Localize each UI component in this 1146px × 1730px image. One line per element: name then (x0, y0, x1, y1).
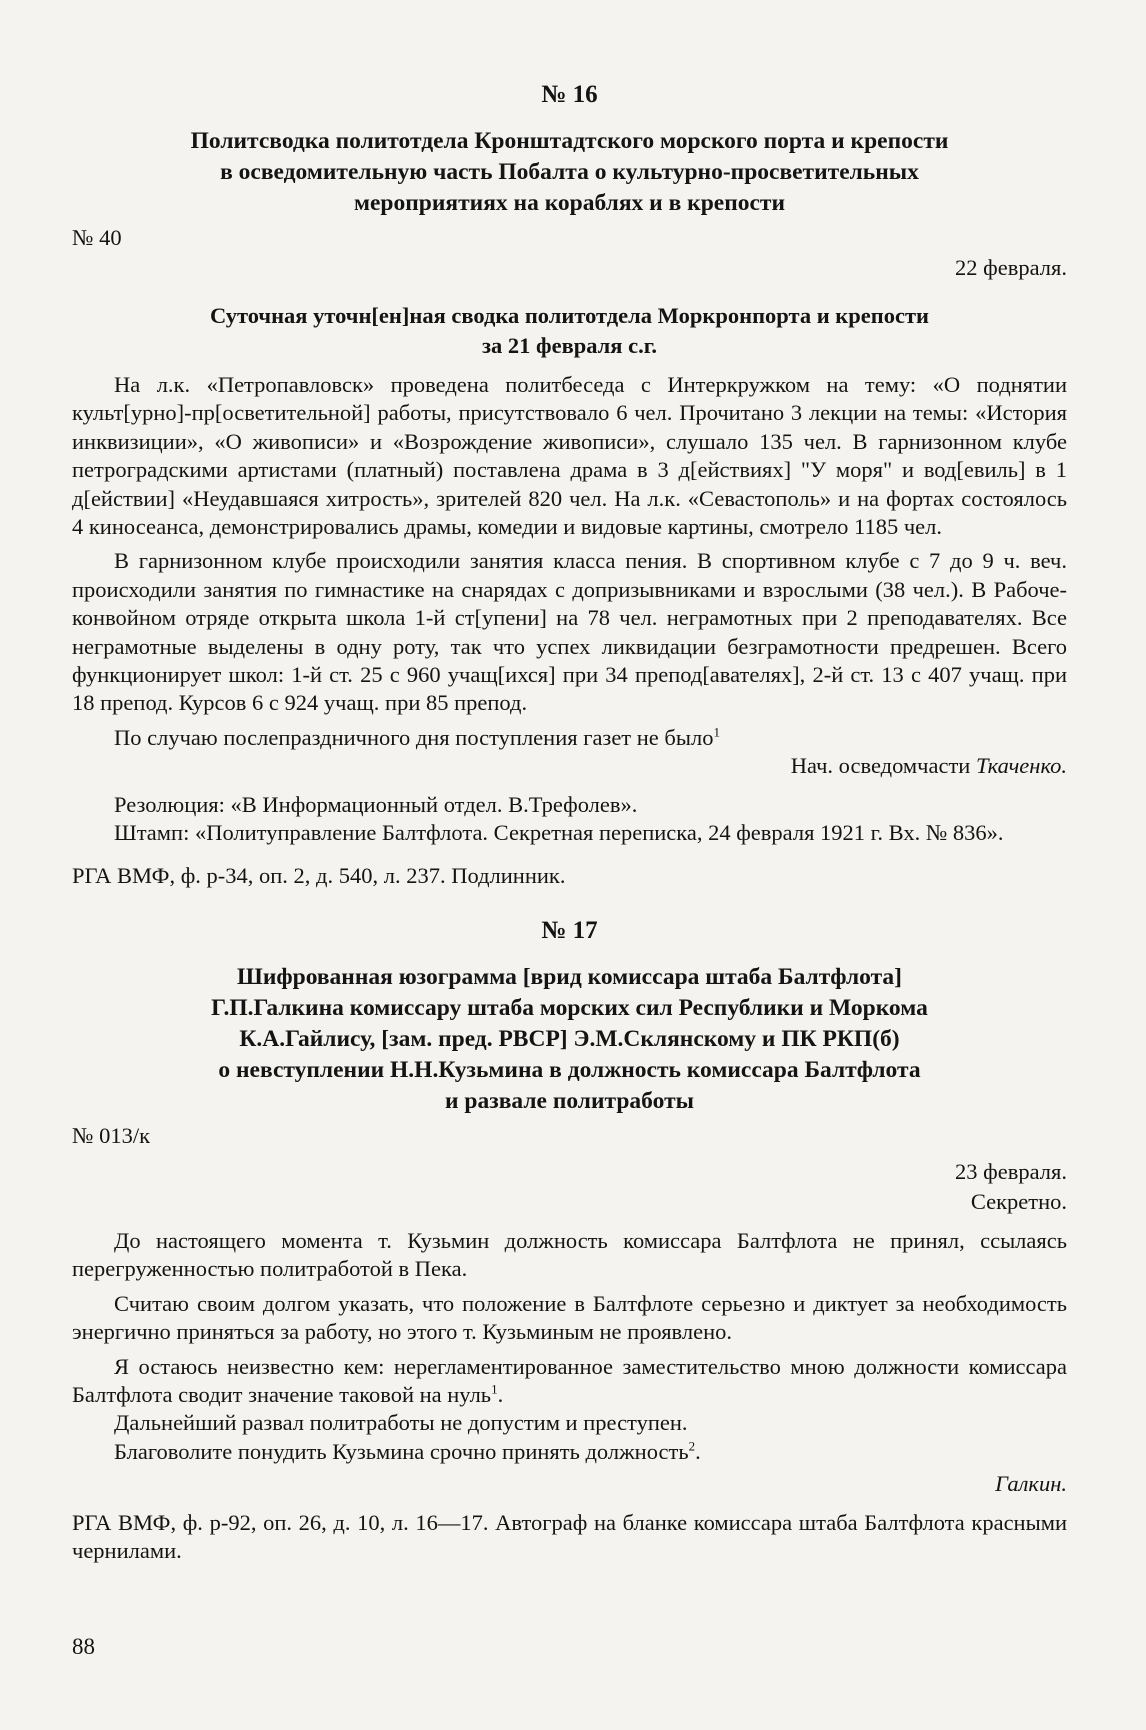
doc16-ref-number: № 40 (72, 225, 122, 250)
doc16-title-line: Политсводка политотдела Кронштадтского морского порта и крепости (190, 128, 949, 154)
doc17-paragraph: Считаю своим долгом указать, что положение в Балтфлоте серьезно и диктует за необходимость энергично приняться за работу, но этого т. Кузьминым не проявлено. (72, 1290, 1067, 1345)
doc16-subtitle-line: Суточная уточн[ен]ная сводка политотдела Моркронпорта и крепости (210, 303, 929, 328)
signature-name: Ткаченко. (975, 753, 1067, 779)
doc16-paragraph-footnoted (72, 724, 1067, 752)
doc17-paragraph: До настоящего момента т. Кузьмин должность комиссара Балтфлота не принял, ссылаясь перегруженностью политработой в Пека. (72, 1227, 1067, 1282)
doc16-paragraph: В гарнизонном клубе происходили занятия класса пения. В спортивном клубе с 7 до 9 ч. веч. происходили занятия по гимнастике на снарядах с допризывниками и взрослыми (38 чел.). В Рабоче-конвойном отряде открыта школа 1-й ст[упени] на 78 чел. неграмотных при 2 преподавателях. Все неграмотные выделены в одну роту, так что успех ликвидации безграмотности предрешен. Всего функционирует школ: 1-й ст. 25 с 960 учащ[ихся] при 34 препод[авателях], 2-й ст. 13 с 407 учащ. при 18 препод. Курсов 6 с 924 учащ. при 85 препод. (72, 548, 1067, 716)
doc17-paragraph-text: Благоволите понудить Кузьмина срочно принять должность (114, 1438, 689, 1464)
doc17-secrecy: Секретно. (970, 1188, 1067, 1214)
doc17-paragraph-footnoted: Благоволите понудить Кузьмина срочно принять должность$^2$. (114, 1438, 701, 1464)
doc16-title-line: мероприятиях на кораблях и в крепости (353, 190, 786, 216)
doc17-title-line: о невступлении Н.Н.Кузьмина в должность комиссара Балтфлота (218, 1056, 921, 1083)
doc17-signature (72, 1470, 1067, 1498)
doc16-resolution: Резолюция: «В Информационный отдел. В.Трефолев». (114, 791, 638, 817)
doc16-subtitle-line: за 21 февраля с.г. (481, 333, 658, 358)
doc17-title (72, 962, 1067, 1117)
doc16-title-line: в осведомительную часть Побалта о культурно-просветительных (220, 159, 919, 185)
doc17-paragraph: Дальнейший развал политработы не допустим и преступен. (114, 1410, 688, 1436)
doc16-subtitle (72, 301, 1067, 361)
doc17-source: РГА ВМФ, ф. р-92, оп. 26, д. 10, л. 16—17. Автограф на бланке комиссара штаба Балтфлота красными чернилами. (72, 1509, 1067, 1563)
footnote-mark: 2 (688, 1438, 696, 1454)
doc17-title-line: Шифрованная юзограмма [врид комиссара штаба Балтфлота] (237, 963, 902, 990)
doc17-number: № 17 (541, 916, 598, 944)
doc16-date: 22 февраля. (955, 255, 1067, 280)
doc16-paragraph: На л.к. «Петропавловск» проведена политбеседа с Интеркружком на тему: «О поднятии культ[урно]-пр[осветительной] работы, присутствовало 6 чел. Прочитано 3 лекции на темы: «История инквизиции», «О живописи» и «Возрождение живописи», слушало 135 чел. В гарнизонном клубе петроградскими артистами (платный) поставлена драма в 3 д[ействиях] "У моря" и вод[евиль] в 1 д[ействии] «Неудавшаяся хитрость», зрителей 820 чел. На л.к. «Севастополь» и на фортах состоялось 4 киносеанса, демонстрировались драмы, комедии и видовые картины, смотрело 1185 чел. (72, 372, 1067, 540)
doc17-ref-number: № 013/к (72, 1122, 151, 1148)
doc17-date: 23 февраля. (955, 1158, 1067, 1184)
doc17-title-line: Г.П.Галкина комиссару штаба морских сил Республики и Моркома (211, 994, 928, 1021)
footnote-mark: 1 (713, 724, 720, 740)
doc16-title (72, 126, 1067, 219)
doc16-number: № 16 (541, 81, 598, 108)
page-number: 88 (72, 1634, 95, 1659)
doc17-paragraph-footnoted: Я остаюсь неизвестно кем: нерегламентированное заместительство мною должности комиссара Балтфлота сводит значение таковой на нуль$^1$. (72, 1353, 1067, 1407)
doc17-paragraph-text: Я остаюсь неизвестно кем: нерегламентированное заместительство мною должности комиссара Балтфлота сводит значение таковой на нуль (72, 1353, 1067, 1407)
footnote-mark: 1 (491, 1381, 498, 1397)
doc16-paragraph-text: По случаю послепраздничного дня поступления газет не было (114, 724, 714, 750)
doc17-title-line: К.А.Гайлису, [зам. пред. РВСР] Э.М.Склянскому и ПК РКП(б) (239, 1025, 900, 1052)
doc16-source: РГА ВМФ, ф. р-34, оп. 2, д. 540, л. 237. Подлинник. (72, 862, 566, 888)
doc16-stamp: Штамп: «Политуправление Балтфлота. Секретная переписка, 24 февраля 1921 г. Вх. № 836». (114, 820, 1004, 846)
doc16-signature (72, 752, 1067, 780)
doc17-title-line: и развале политработы (445, 1087, 694, 1114)
signature-name: Галкин. (995, 1471, 1067, 1497)
signature-role: Нач. осведомчасти (790, 753, 976, 779)
